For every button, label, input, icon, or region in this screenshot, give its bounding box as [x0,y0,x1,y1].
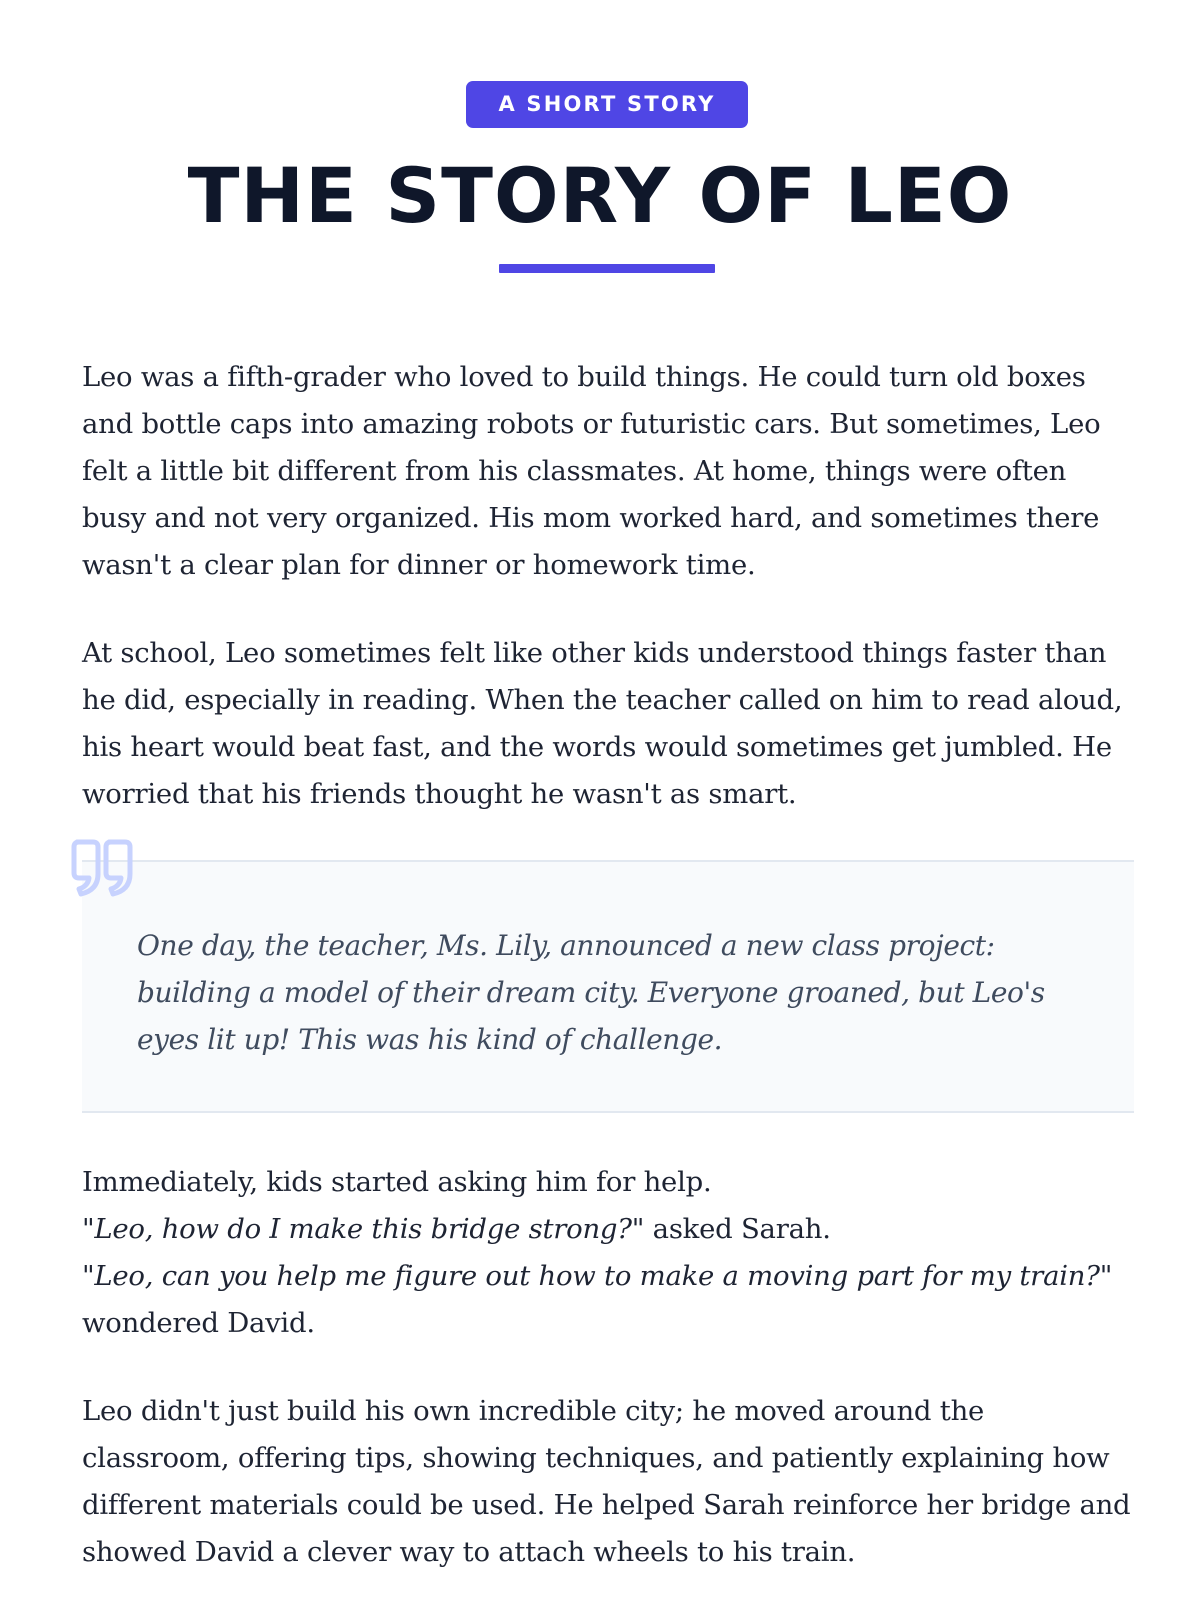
title-underline [499,264,715,273]
quote-icon [71,838,133,900]
paragraph-3-intro: Immediately, kids started asking him for help. [82,1166,712,1198]
dialogue-david [82,1253,1132,1347]
story-paragraph-3 [82,1159,1132,1347]
blockquote [82,860,1134,1113]
dialogue-sarah [82,1213,831,1245]
dialogue-david-quote: "Leo, can you help me figure out how to make a moving part for my train?" [82,1260,1113,1292]
story-type-badge: A SHORT STORY [466,81,748,128]
blockquote-text: One day, the teacher, Ms. Lily, announced a new class project: building a model of their dream city. Everyone groaned, but Leo's eyes lit up! This was his kind of challenge. [137,929,1045,1056]
story-paragraph-2: At school, Leo sometimes felt like other kids understood things faster than he did, especially in reading. When the teacher called on him to read aloud, his heart would beat fast, and the words would sometimes get jumbled. He worried that his friends thought he wasn't as smart. [82,637,1123,810]
story-paragraph-4: Leo didn't just build his own incredible city; he moved around the classroom, offering tips, showing techniques, and patiently explaining how different materials could be used. He helped Sarah reinforce her bridge and showed David a clever way to attach wheels to his train. [82,1395,1131,1568]
page-title: THE STORY OF LEO [187,151,1013,240]
dialogue-sarah-quote: "Leo, how do I make this bridge strong?" [82,1213,645,1245]
dialogue-david-tag: wondered David. [82,1307,315,1339]
story-paragraph-1: Leo was a fifth-grader who loved to build things. He could turn old boxes and bottle caps into amazing robots or futuristic cars. But sometimes, Leo felt a little bit different from his classmates. At home, things were often busy and not very organized. His mom worked hard, and sometimes there wasn't a clear plan for dinner or homework time. [82,361,1101,581]
dialogue-sarah-tag: asked Sarah. [644,1213,831,1245]
